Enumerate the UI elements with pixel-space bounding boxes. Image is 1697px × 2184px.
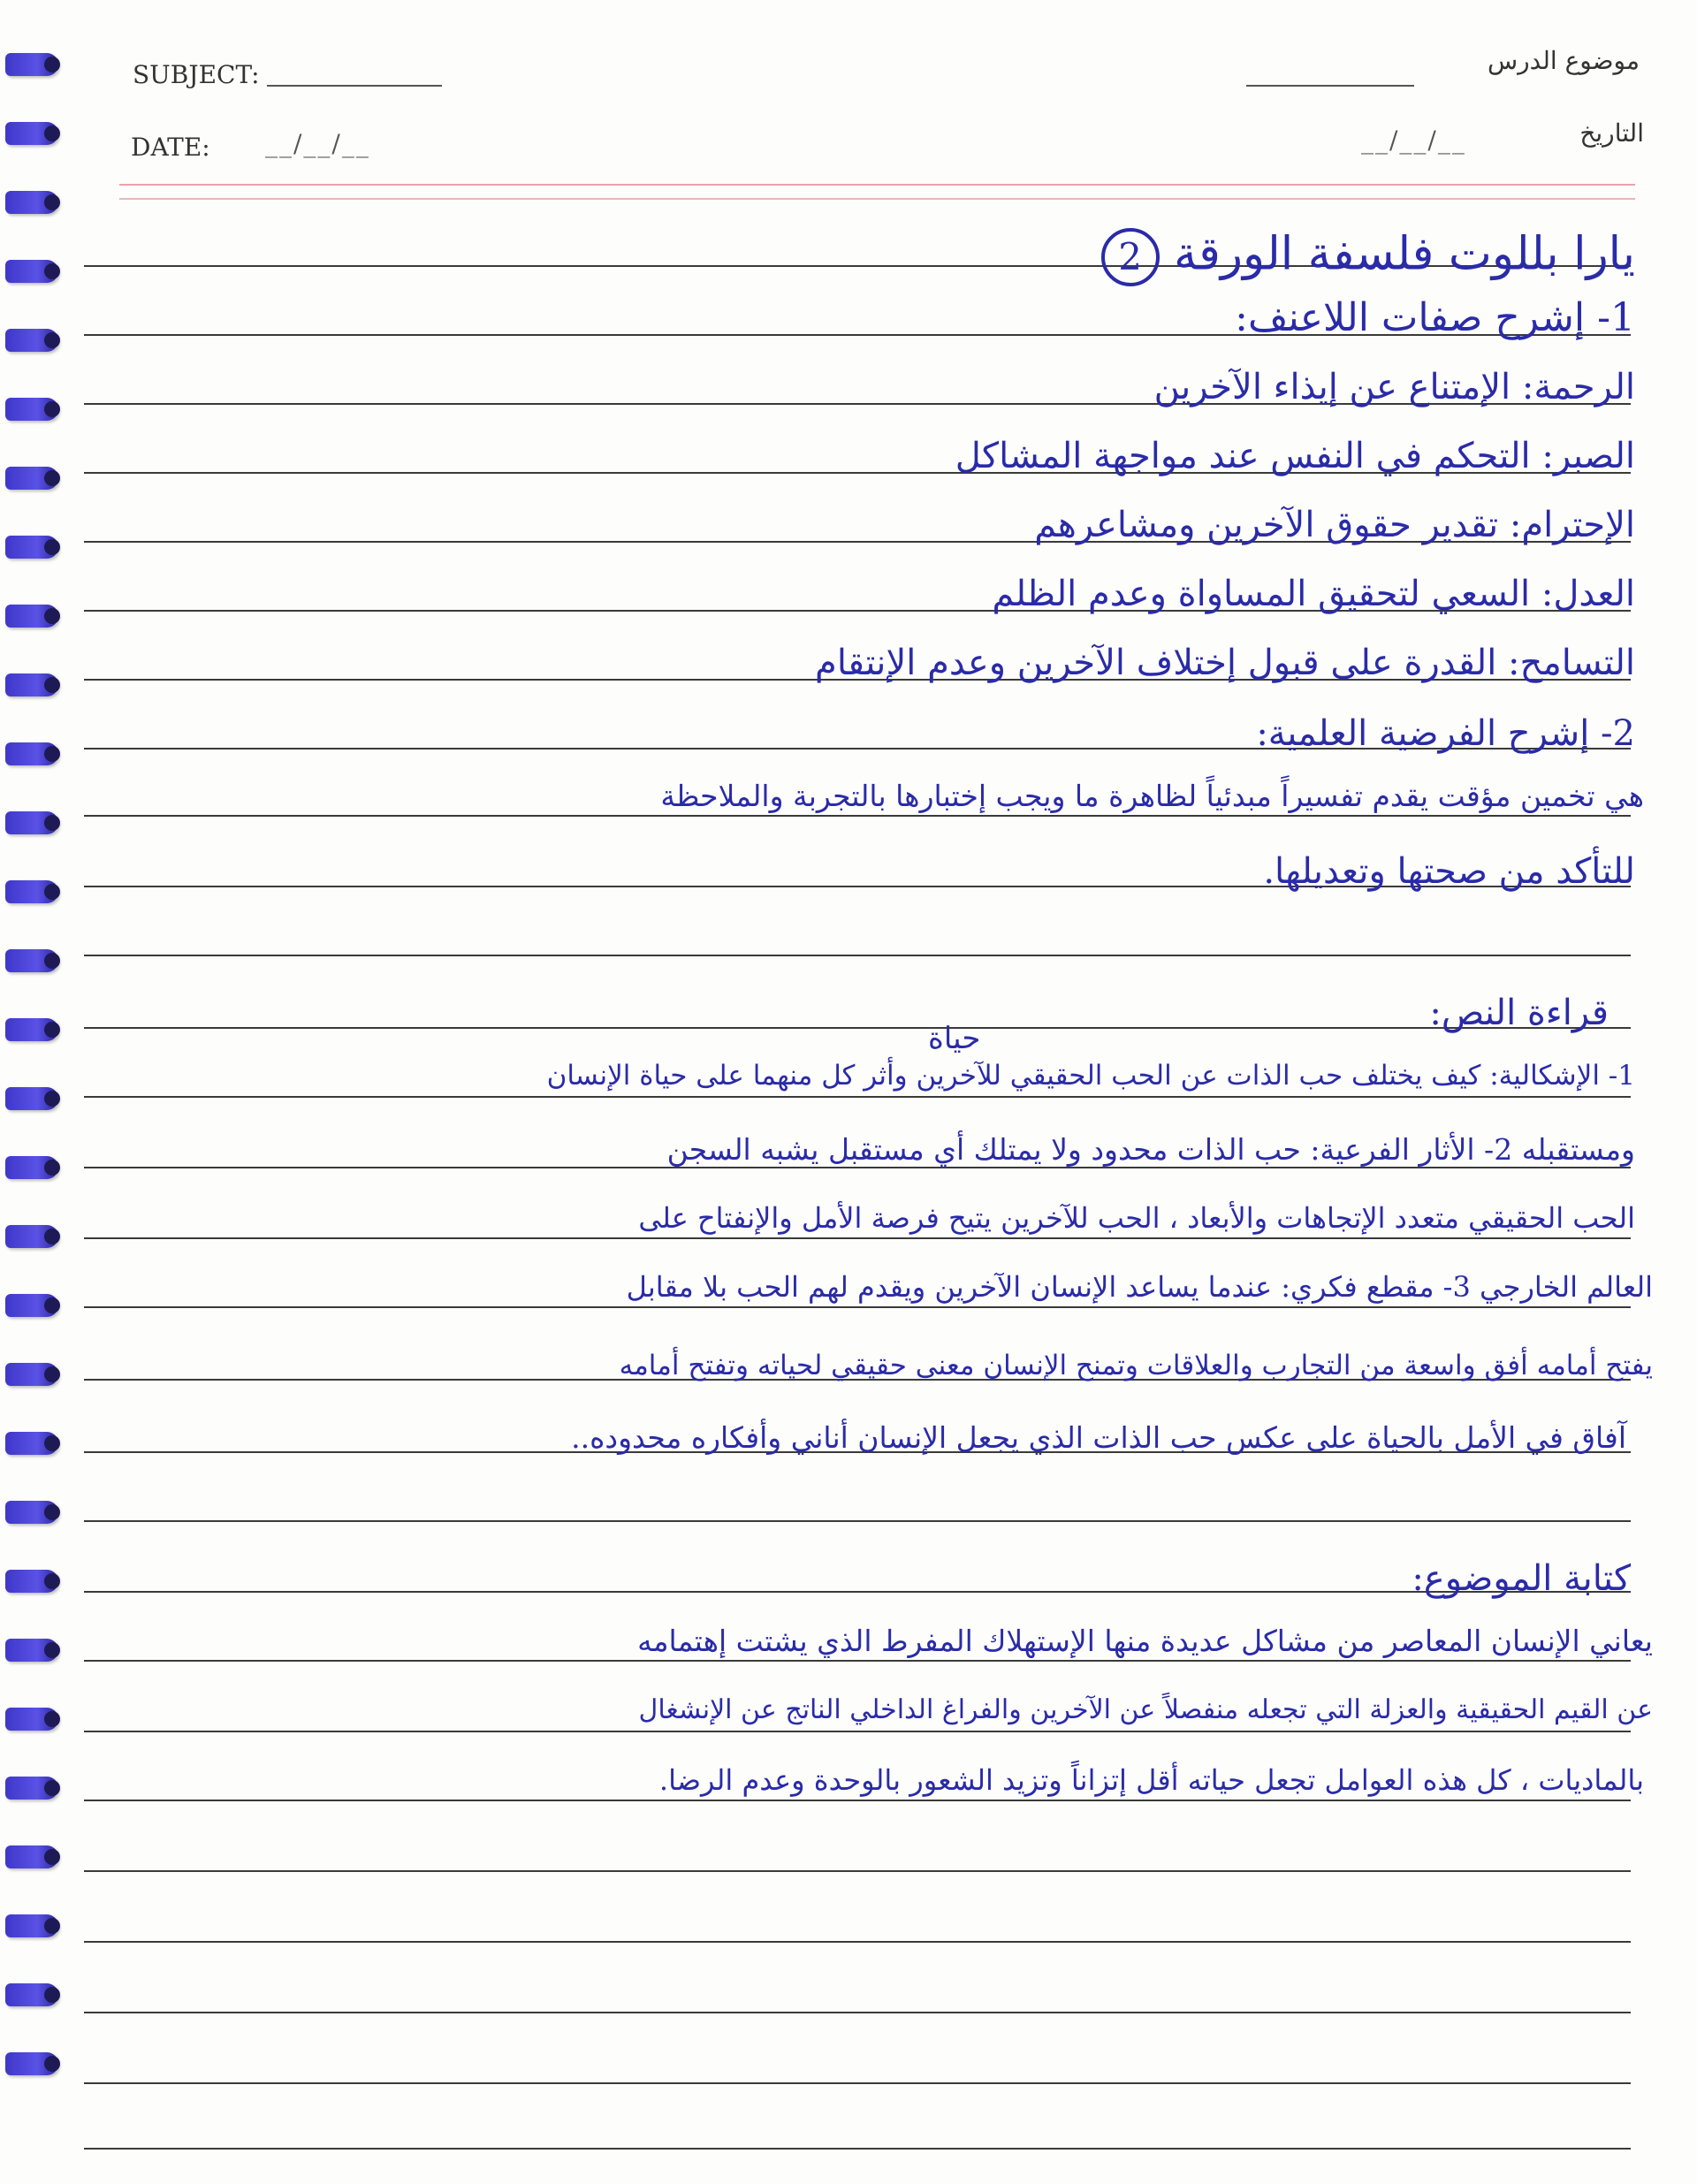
line-4: الإحترام: تقدير حقوق الآخرين ومشاعرهم: [1034, 505, 1635, 545]
inserted-word: حياة: [928, 1021, 981, 1056]
spiral-hole: [44, 401, 60, 417]
spiral-hole: [44, 57, 60, 72]
ruled-line: [84, 1096, 1631, 1098]
ruled-line: [84, 1027, 1631, 1029]
subject-ar-blank: [1246, 85, 1414, 87]
line-12: ومستقبله 2- الأثار الفرعية: حب الذات محدود ولا يمتلك أي مستقبل يشبه السجن: [666, 1132, 1635, 1167]
line-14: العالم الخارجي 3- مقطع فكري: عندما يساعد الإنسان الآخرين ويقدم لهم الحب بلا مقابل: [626, 1270, 1653, 1304]
spiral-hole: [44, 677, 60, 693]
spiral-hole: [44, 2056, 60, 2072]
spiral-hole: [44, 1711, 60, 1727]
ruled-line: [84, 1660, 1631, 1662]
subject-blank: [267, 85, 442, 87]
spiral-hole: [44, 332, 60, 348]
ruled-line: [84, 1941, 1631, 1943]
spiral-binding: [0, 35, 71, 2174]
spiral-hole: [44, 539, 60, 555]
ruled-line: [84, 1870, 1631, 1872]
spiral-hole: [44, 470, 60, 486]
spiral-hole: [44, 608, 60, 624]
line-8: هي تخمين مؤقت يقدم تفسيراً مبدئياً لظاهرة ما ويجب إختبارها بالتجربة والملاحظة: [660, 779, 1644, 813]
spiral-hole: [44, 1780, 60, 1796]
title-number-circle: 2: [1101, 228, 1160, 286]
line-20: بالماديات ، كل هذه العوامل تجعل حياته أقل إتزاناً وتزيد الشعور بالوحدة وعدم الرضا.: [658, 1763, 1644, 1797]
spiral-hole: [44, 1366, 60, 1382]
spiral-hole: [44, 1091, 60, 1107]
subject-label-ar: موضوع الدرس: [1487, 46, 1640, 75]
ruled-line: [84, 815, 1631, 817]
ruled-line: [84, 1800, 1631, 1801]
spiral-hole: [44, 194, 60, 210]
line-9: للتأكد من صحتها وتعديلها.: [1263, 851, 1635, 892]
line-19: عن القيم الحقيقية والعزلة التي تجعله منفصلاً عن الآخرين والفراغ الداخلي الناتج عن الإنشغال: [638, 1694, 1653, 1725]
line-1: 1- إشرح صفات اللاعنف:: [1235, 295, 1635, 340]
spiral-hole: [44, 1297, 60, 1313]
ruled-line: [84, 2082, 1631, 2084]
ruled-line: [84, 1731, 1631, 1732]
spiral-hole: [44, 1987, 60, 2003]
section-reading-heading: قراءة النص:: [1429, 993, 1609, 1033]
spiral-hole: [44, 953, 60, 969]
line-15: يفتح أمامه أفق واسعة من التجارب والعلاقات وتمنح الإنسان معنى حقيقي لحياته وتفتح أمامه: [619, 1350, 1653, 1381]
ruled-line: [84, 1520, 1631, 1522]
title-text: يارا بللوت فلسفة الورقة: [1174, 227, 1635, 281]
date-label-ar: التاريخ: [1579, 118, 1644, 148]
spiral-hole: [44, 884, 60, 900]
line-7: 2- إشرح الفرضية العلمية:: [1256, 713, 1635, 754]
date-label: DATE:: [131, 133, 210, 162]
date-ar-blank: __/__/__: [1361, 126, 1466, 155]
line-13: الحب الحقيقي متعدد الإتجاهات والأبعاد ، الحب للآخرين يتيح فرصة الأمل والإنفتاح على: [638, 1201, 1635, 1235]
line-2: الرحمة: الإمتناع عن إيذاء الآخرين: [1153, 367, 1635, 407]
ruled-line: [84, 2012, 1631, 2013]
ruled-line: [84, 2148, 1631, 2150]
spiral-hole: [44, 746, 60, 762]
ruled-line: [84, 1591, 1631, 1593]
section-writing-heading: كتابة الموضوع:: [1412, 1558, 1631, 1599]
spiral-hole: [44, 126, 60, 141]
spiral-hole: [44, 1504, 60, 1520]
ruled-line: [84, 1237, 1631, 1239]
spiral-hole: [44, 815, 60, 831]
page-title: [1094, 228, 1635, 286]
subject-label: SUBJECT:: [133, 60, 260, 89]
header-rule-top: [119, 184, 1635, 186]
spiral-hole: [44, 1642, 60, 1658]
spiral-hole: [44, 1229, 60, 1244]
line-5: العدل: السعي لتحقيق المساواة وعدم الظلم: [992, 574, 1635, 614]
spiral-hole: [44, 1849, 60, 1865]
line-18: يعاني الإنسان المعاصر من مشاكل عديدة منها الإستهلاك المفرط الذي يشتت إهتمامه: [637, 1624, 1653, 1658]
spiral-hole: [44, 1435, 60, 1451]
line-6: التسامح: القدرة على قبول إختلاف الآخرين وعدم الإنتقام: [815, 643, 1635, 683]
ruled-line: [84, 1306, 1631, 1308]
spiral-hole: [44, 1573, 60, 1589]
line-3: الصبر: التحكم في النفس عند مواجهة المشاكل: [955, 436, 1635, 476]
spiral-hole: [44, 1160, 60, 1176]
date-blank: __/__/__: [265, 129, 370, 158]
header-rule-bottom: [119, 198, 1635, 200]
ruled-line: [84, 1167, 1631, 1168]
spiral-hole: [44, 1022, 60, 1038]
spiral-hole: [44, 1918, 60, 1934]
line-16: آفاق في الأمل بالحياة على عكس حب الذات الذي يجعل الإنسان أناني وأفكاره محدوده..: [571, 1420, 1626, 1455]
spiral-hole: [44, 263, 60, 279]
line-11: 1- الإشكالية: كيف يختلف حب الذات عن الحب الحقيقي للآخرين وأثر كل منهما على حياة الإنسان: [546, 1060, 1635, 1092]
ruled-line: [84, 955, 1631, 956]
